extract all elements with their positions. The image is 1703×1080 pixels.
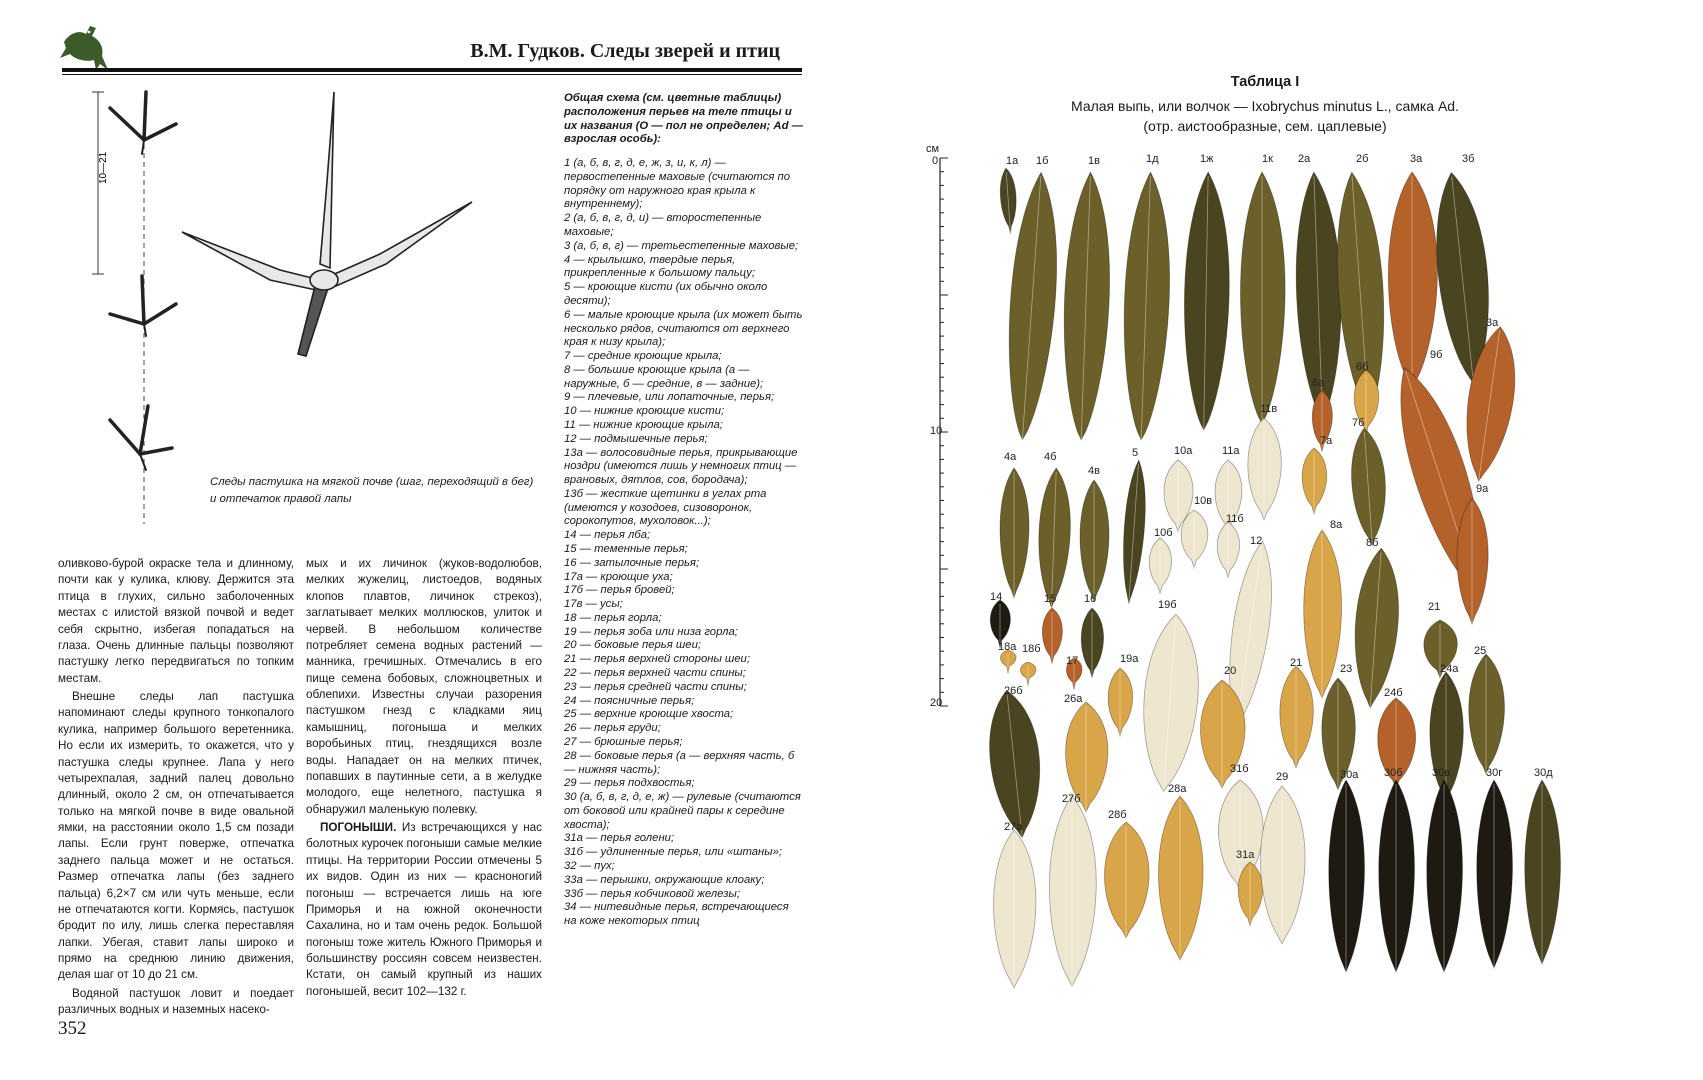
feather-label: 6а [1312, 377, 1325, 389]
feather-label: 31а [1236, 849, 1255, 861]
scale-bracket [92, 92, 109, 274]
feather-label: 20 [1224, 665, 1237, 677]
schema-item: 17а — кроющие уха; [564, 570, 673, 583]
feather-l21a [1280, 666, 1313, 768]
feather-l28b [1104, 822, 1149, 938]
schema-item: 4 — крылышко, твердые перья, прикрепленные к большому пальцу; [564, 253, 756, 280]
paragraph: оливково-бурой окраске тела и длинному, почти как у кулика, клюву. Держится эта птица в глухих, сильно заболоченных местах с илистой вязкой почвой и ведет себя скрытно, избегая попадаться на глаза. Очень длинные пальцы позволяют пастушку легко передвигаться по топким местам. [58, 557, 294, 685]
feather-label: 5 [1132, 447, 1139, 459]
schema-heading: Общая схема (см. цветные таблицы) расположения перьев на теле птицы и их названия (О — пол не определен; Ad — взрослая особь): [564, 92, 803, 146]
feather-l1zh [1182, 172, 1231, 431]
feather-label: 1в [1088, 155, 1100, 167]
section-heading-pogonyshi: ПОГОНЫШИ. [320, 821, 397, 834]
feather-l11v [1248, 418, 1281, 520]
feather-l27b [1049, 796, 1096, 986]
feather-label: 30б [1384, 767, 1403, 779]
feather-label: 18б [1022, 643, 1041, 655]
feather-l18b [1020, 662, 1036, 686]
schema-item: 20 — боковые перья шеи; [564, 639, 702, 652]
paragraph: мых и их личинок (жуков-водолюбов, мелких жужелиц, листоедов, водяных клопов плавтов, личинок стрекоз), заглатывает мелких моллюсков, улиток и червей. В небольшом количестве потребляет семена водных растений — манника, гречишных. Отмечались в его пище семена бобовых, сложноцветных и облепихи. Известны случаи разорения пастушком гнезд с кладками яиц камышниц, погоныша и мелких воробьиных птиц, гнездящихся возле воды. Нападает он на мелких птичек, попавших в паутинные сети, а в желудке молодого, еще нелетного, пастушка я обнаружил маленькую полевку. [306, 557, 542, 816]
schema-item: 30 (а, б, в, г, д, е, ж) — рулевые (считаются от боковой или крайней пары к середине хвоста); [564, 791, 801, 831]
feather-label: 28а [1168, 783, 1187, 795]
cm-ruler [926, 143, 948, 709]
schema-item: 33а — перышки, окружающие клоаку; [564, 873, 765, 886]
feather-label: 8а [1330, 519, 1343, 531]
feather-label: 16 [1084, 593, 1097, 605]
schema-item: 25 — верхние кроющие хвоста; [564, 708, 734, 721]
feather-label: 26б [1004, 685, 1023, 697]
feather-l10b [1149, 538, 1171, 594]
feather-label: 12 [1250, 535, 1263, 547]
feather-l28a [1158, 796, 1203, 960]
feather-l4v [1080, 480, 1109, 602]
schema-item: 7 — средние кроющие крыла; [564, 350, 722, 363]
feather-label: 30д [1534, 767, 1553, 779]
schema-item: 9 — плечевые, или лопаточные, перья; [564, 391, 775, 404]
feather-l10v [1181, 510, 1208, 568]
feather-l18a [1000, 650, 1016, 674]
feather-label: 30г [1486, 767, 1503, 779]
feather-label: 10в [1194, 495, 1213, 507]
feather-label: 7а [1320, 435, 1333, 447]
feather-label: 1ж [1200, 153, 1214, 165]
feather-l7b [1348, 427, 1390, 547]
feather-l1k [1240, 172, 1285, 424]
feather-l1a [998, 168, 1018, 235]
feather-label: 10б [1154, 527, 1173, 539]
schema-item: 27 — брюшные перья; [564, 735, 683, 748]
schema-item: 34 — нитевидные перья, встречающиеся на коже некоторых птиц [564, 901, 789, 928]
feather-l30g [1477, 780, 1513, 968]
feather-label: 4а [1004, 451, 1017, 463]
schema-item: 31б — удлиненные перья, или «штаны»; [564, 846, 782, 859]
feather-l19b [1138, 612, 1204, 793]
schema-item: 13б — жесткие щетинки в углах рта (имеются у козодоев, сизоворонок, сорокопутов, мухоловок...); [564, 487, 767, 528]
schema-item: 23 — перья средней части спины; [564, 680, 747, 693]
feather-label: 23 [1340, 663, 1353, 675]
paragraph-text: Из встречающихся у нас болотных курочек погоныши самые мелкие птицы. На территории России отмечены 5 их видов. Один из них — красноногий погоныш — встречается лишь на юге Приморья и на южной оконечности Сахалина, но и там очень редок. Большой погоныш тоже житель Южного Приморья и большинству россиян совсем неизвестен. Кстати, он самый крупный из наших погонышей, весит 102—132 г. [306, 821, 542, 998]
feather-label: 27а [1004, 821, 1023, 833]
feather-label: 6б [1356, 361, 1369, 373]
feather-label: 3а [1486, 317, 1499, 329]
schema-item: 14 — перья лба; [564, 529, 651, 542]
schema-item: 16 — затылочные перья; [564, 556, 700, 569]
plate-taxonomy: (отр. аистообразные, сем. цаплевые) [1143, 118, 1387, 134]
schema-item: 17в — усы; [564, 598, 623, 611]
feather-label: 3б [1462, 153, 1475, 165]
schema-item: 32 — пух; [564, 859, 615, 872]
feather-label: 17 [1066, 655, 1079, 667]
feather-label: 11б [1226, 513, 1244, 525]
feather-label: 30а [1340, 769, 1359, 781]
ruler-tick-20: 20 [930, 697, 943, 709]
scale-label: 10—21 [98, 151, 109, 184]
schema-item: 13а — волосовидные перья, прикрывающие ноздри (имеются лишь у немногих птиц — врановых, дятлов, сов, бородача); [564, 446, 798, 487]
feather-l25 [1469, 654, 1505, 774]
feather-l30b [1379, 780, 1415, 972]
ruler-unit: см [926, 143, 940, 155]
feather-label: 4в [1088, 465, 1100, 477]
paragraph: Внешне следы лап пастушка напоминают следы крупного тонкопалого кулика, например большого веретенника. Но если их измерить, то окажется, что у пастушка следы крупнее. Лапа у него четырехпалая, задний палец довольно длинный, около 2 см, он отпечатывается только на мягкой почве в виде овальной ямки, на расстоянии около 1,5 см позади лапы. Если грунт поверже, отпечатка заднего пальца может и не остаться. Размер отпечатка лапы (без заднего пальца) 6,2×7 см или чуть меньше, если не отпечатаются когти. Кормясь, пастушок бродит по илу, лишь слегка переставляя лапки. Убегая, ставит лапы широко и прямо на среднюю линию движения, делая шаг от 10 до 21 см. [58, 690, 294, 982]
feather-l31a [1238, 862, 1263, 926]
feather-l19a [1108, 668, 1133, 736]
feather-l29 [1260, 786, 1305, 944]
feather-l4a [1000, 468, 1029, 598]
track-illustration [80, 84, 560, 534]
feather-label: 2б [1356, 153, 1369, 165]
tracks-caption: Следы пастушка на мягкой почве (шаг, переходящий в бег) и отпечаток правой лапы [210, 476, 534, 505]
schema-item: 6 — малые кроющие крыла (их может быть несколько рядов, считаются от верхнего края к низу крыла); [564, 308, 803, 349]
plate-title: Таблица I [1230, 74, 1300, 90]
feather-label: 24а [1440, 663, 1459, 675]
feather-label: 27б [1062, 793, 1081, 805]
schema-item: 21 — перья верхней стороны шеи; [564, 653, 750, 666]
feather-label: 15 [1044, 593, 1057, 605]
schema-item: 33б — перья кобчиковой железы; [564, 887, 740, 900]
feather-label: 18а [998, 641, 1017, 653]
schema-item: 5 — кроющие кисти (их обычно около десяти); [564, 281, 768, 307]
feather-label: 7б [1352, 417, 1365, 429]
feather-label: 28б [1108, 809, 1127, 821]
plate-species: Малая выпь, или волчок — Ixobrychus minutus L., самка Ad. [1071, 98, 1459, 114]
schema-item: 22 — перья верхней части спины; [564, 667, 746, 680]
feather-label: 1д [1146, 153, 1159, 165]
paragraph [306, 820, 542, 1000]
feather-label: 21 [1428, 601, 1441, 613]
feather-label: 8б [1366, 537, 1379, 549]
feather-label: 4б [1044, 451, 1057, 463]
feather-l26b [983, 688, 1047, 840]
feather-plate [926, 143, 1703, 1010]
feather-l5 [1119, 459, 1149, 604]
feather-label: 19б [1158, 599, 1177, 611]
schema-item: 15 — теменные перья; [564, 543, 688, 555]
schema-item: 31а — перья голени; [564, 832, 675, 845]
running-header: В.М. Гудков. Следы зверей и птиц [470, 40, 780, 62]
feather-l1v [1060, 171, 1114, 440]
feather-label: 3а [1410, 153, 1423, 165]
schema-item: 17б — перья бровей; [564, 584, 675, 597]
body-column-1 [58, 556, 294, 1021]
feather-label: 9а [1476, 483, 1489, 495]
feather-schema-legend [564, 92, 804, 929]
schema-item: 29 — перья подхвостья; [564, 777, 695, 790]
footprint-3 [110, 406, 172, 470]
feather-label: 31б [1230, 763, 1249, 775]
feather-l1d [1120, 171, 1174, 440]
schema-item: 1 (а, б, в, г, д, е, ж, з, и, к, л) — первостепенные маховые (считаются по порядку от наружного края крыла к внутреннему); [564, 157, 791, 211]
schema-item: 28 — боковые перья (а — верхняя часть, б — нижняя часть); [564, 749, 795, 776]
header-rule-thin [62, 74, 802, 75]
feather-label: 1к [1262, 153, 1273, 165]
feather-l30d [1525, 780, 1561, 964]
feather-label: 30в [1432, 767, 1451, 779]
right-page [926, 0, 1703, 1080]
header-rule [62, 68, 802, 72]
feather-label: 26а [1064, 693, 1083, 705]
schema-item: 24 — поясничные перья; [564, 694, 695, 707]
feather-l16 [1081, 608, 1103, 678]
feather-label: 11а [1222, 445, 1240, 457]
footprint-2 [110, 276, 176, 336]
feather-label: 11в [1260, 403, 1278, 415]
feather-l24a [1430, 672, 1463, 802]
schema-item: 26 — перья груди; [564, 722, 661, 735]
feather-label: 2а [1298, 153, 1311, 165]
feather-label: 29 [1276, 771, 1289, 783]
feather-label: 10а [1174, 445, 1193, 457]
feather-l30v [1427, 780, 1463, 972]
ruler-tick-0: 0 [932, 155, 939, 167]
bird-logo-icon [56, 14, 116, 74]
feather-l11b [1217, 522, 1239, 578]
feather-label: 21 [1290, 657, 1303, 669]
feather-l8b [1350, 547, 1403, 710]
feather-label: 9б [1430, 349, 1443, 361]
feather-l27a [994, 830, 1036, 988]
feather-l7a [1302, 448, 1327, 514]
schema-item: 2 (а, б, в, г, д, и) — второстепенные маховые; [564, 212, 762, 239]
feather-label: 25 [1474, 645, 1487, 657]
left-page [0, 0, 820, 1080]
body-column-2 [306, 556, 542, 1002]
feather-label: 14 [990, 591, 1003, 603]
schema-item: 11 — нижние кроющие крыла; [564, 418, 723, 431]
schema-item: 3 (а, б, в, г) — третьестепенные маховые; [564, 239, 799, 252]
footprint-1 [110, 92, 176, 154]
paragraph: Водяной пастушок ловит и поедает различных водных и наземных насеко- [58, 986, 294, 1017]
schema-item: 18 — перья горла; [564, 611, 662, 624]
schema-item: 8 — большие кроющие крыла (а — наружные, б — средние, в — задние); [564, 363, 764, 390]
schema-list [564, 157, 804, 929]
schema-item: 19 — перья зоба или низа горла; [564, 625, 738, 638]
feather-l30a [1329, 780, 1365, 972]
schema-item: 10 — нижние кроющие кисти; [564, 405, 725, 418]
ruler-tick-10: 10 [930, 425, 943, 437]
feather-l4b [1036, 468, 1072, 609]
feather-label: 19а [1120, 653, 1139, 665]
feather-label: 1а [1006, 155, 1019, 167]
schema-item: 12 — подмышечные перья; [564, 432, 708, 445]
right-foot-print [182, 92, 472, 356]
feather-l8a [1304, 530, 1342, 698]
feather-l15 [1042, 608, 1062, 664]
page-number: 352 [58, 1018, 87, 1039]
feather-label: 24б [1384, 687, 1403, 699]
feather-label: 1б [1036, 155, 1049, 167]
